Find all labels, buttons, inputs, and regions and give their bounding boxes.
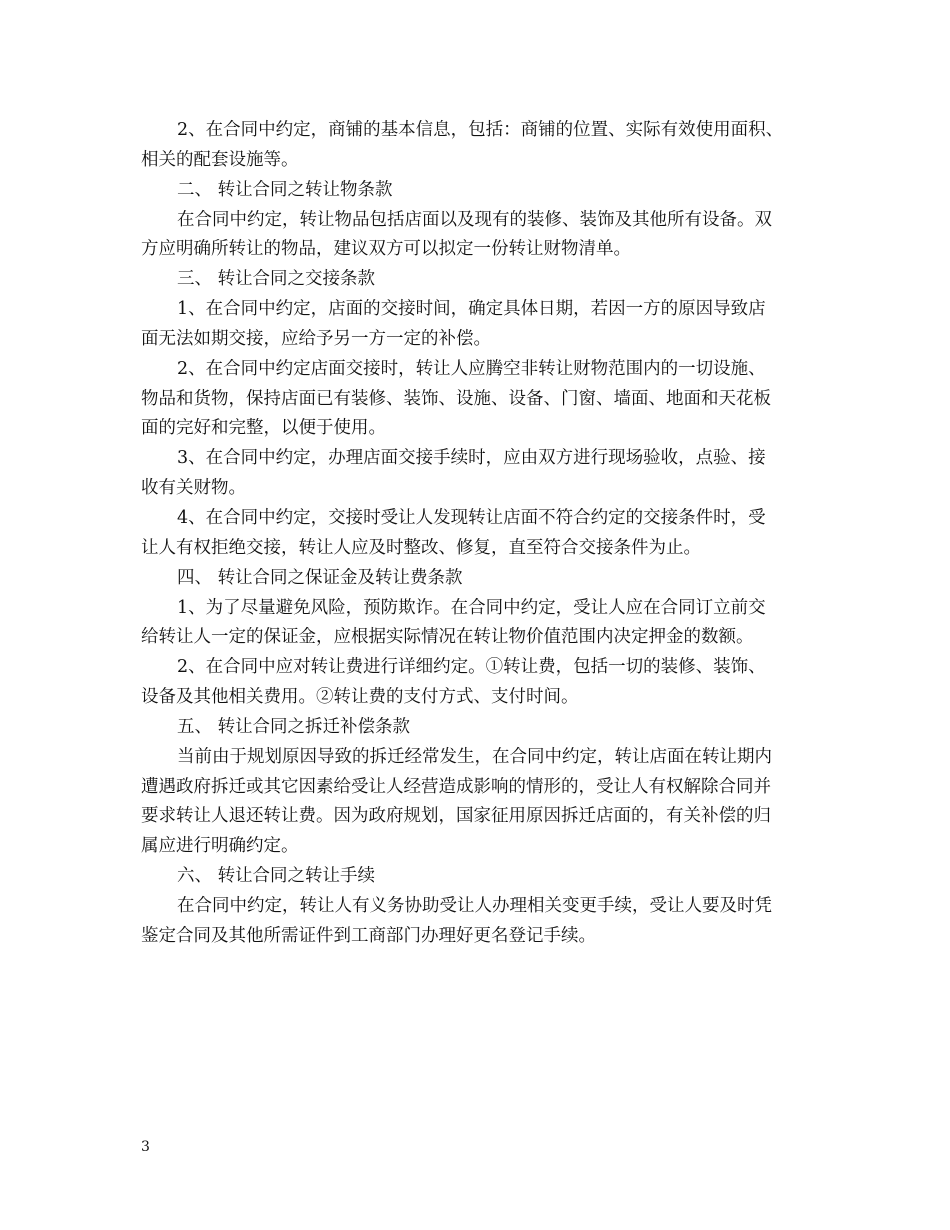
text-line: 遭遇政府拆迁或其它因素给受让人经营造成影响的情形的，受让人有权解除合同并 bbox=[141, 776, 771, 797]
text-line: 五、 转让合同之拆迁补偿条款 bbox=[177, 716, 411, 737]
text-line: 四、 转让合同之保证金及转让费条款 bbox=[177, 567, 463, 588]
text-line: 相关的配套设施等。 bbox=[141, 149, 299, 170]
text-line: 2、在合同中应对转让费进行详细约定。①转让费，包括一切的装修、装饰、 bbox=[177, 657, 766, 678]
text-line: 要求转让人退还转让费。因为政府规划，国家征用原因拆迁店面的，有关补偿的归 bbox=[141, 806, 771, 827]
text-line: 在合同中约定，转让人有义务协助受让人办理相关变更手续，受让人要及时凭 bbox=[177, 895, 772, 916]
text-line: 让人有权拒绝交接，转让人应及时整改、修复，直至符合交接条件为止。 bbox=[141, 537, 701, 558]
text-line: 1、为了尽量避免风险，预防欺诈。在合同中约定，受让人应在合同订立前交 bbox=[177, 597, 766, 618]
text-line: 物品和货物，保持店面已有装修、装饰、设施、设备、门窗、墙面、地面和天花板 bbox=[141, 388, 771, 409]
text-line: 二、 转让合同之转让物条款 bbox=[177, 179, 393, 200]
text-line: 4、在合同中约定，交接时受让人发现转让店面不符合约定的交接条件时，受 bbox=[177, 507, 766, 528]
text-line: 当前由于规划原因导致的拆迁经常发生，在合同中约定，转让店面在转让期内 bbox=[177, 746, 772, 767]
text-line: 设备及其他相关费用。②转让费的支付方式、支付时间。 bbox=[141, 687, 579, 708]
text-line: 1、在合同中约定，店面的交接时间，确定具体日期，若因一方的原因导致店 bbox=[177, 299, 766, 320]
text-line: 2、在合同中约定店面交接时，转让人应腾空非转让财物范围内的一切设施、 bbox=[177, 358, 766, 379]
text-line: 鉴定合同及其他所需证件到工商部门办理好更名登记手续。 bbox=[141, 925, 596, 946]
text-line: 方应明确所转让的物品，建议双方可以拟定一份转让财物清单。 bbox=[141, 239, 631, 260]
text-line: 在合同中约定，转让物品包括店面以及现有的装修、装饰及其他所有设备。双 bbox=[177, 209, 772, 230]
text-line: 面的完好和完整，以便于使用。 bbox=[141, 418, 386, 439]
text-line: 属应进行明确约定。 bbox=[141, 836, 299, 857]
text-line: 给转让人一定的保证金，应根据实际情况在转让物价值范围内决定押金的数额。 bbox=[141, 627, 754, 648]
text-line: 三、 转让合同之交接条款 bbox=[177, 269, 376, 290]
text-line: 2、在合同中约定，商铺的基本信息，包括：商铺的位置、实际有效使用面积、 bbox=[177, 120, 784, 140]
text-line: 3、在合同中约定，办理店面交接手续时，应由双方进行现场验收，点验、接 bbox=[177, 448, 766, 469]
text-line: 面无法如期交接，应给予另一方一定的补偿。 bbox=[141, 328, 491, 349]
text-line: 收有关财物。 bbox=[141, 478, 246, 499]
document-body bbox=[141, 116, 826, 952]
page-number: 3 bbox=[141, 1139, 150, 1155]
text-line: 六、 转让合同之转让手续 bbox=[177, 866, 376, 887]
